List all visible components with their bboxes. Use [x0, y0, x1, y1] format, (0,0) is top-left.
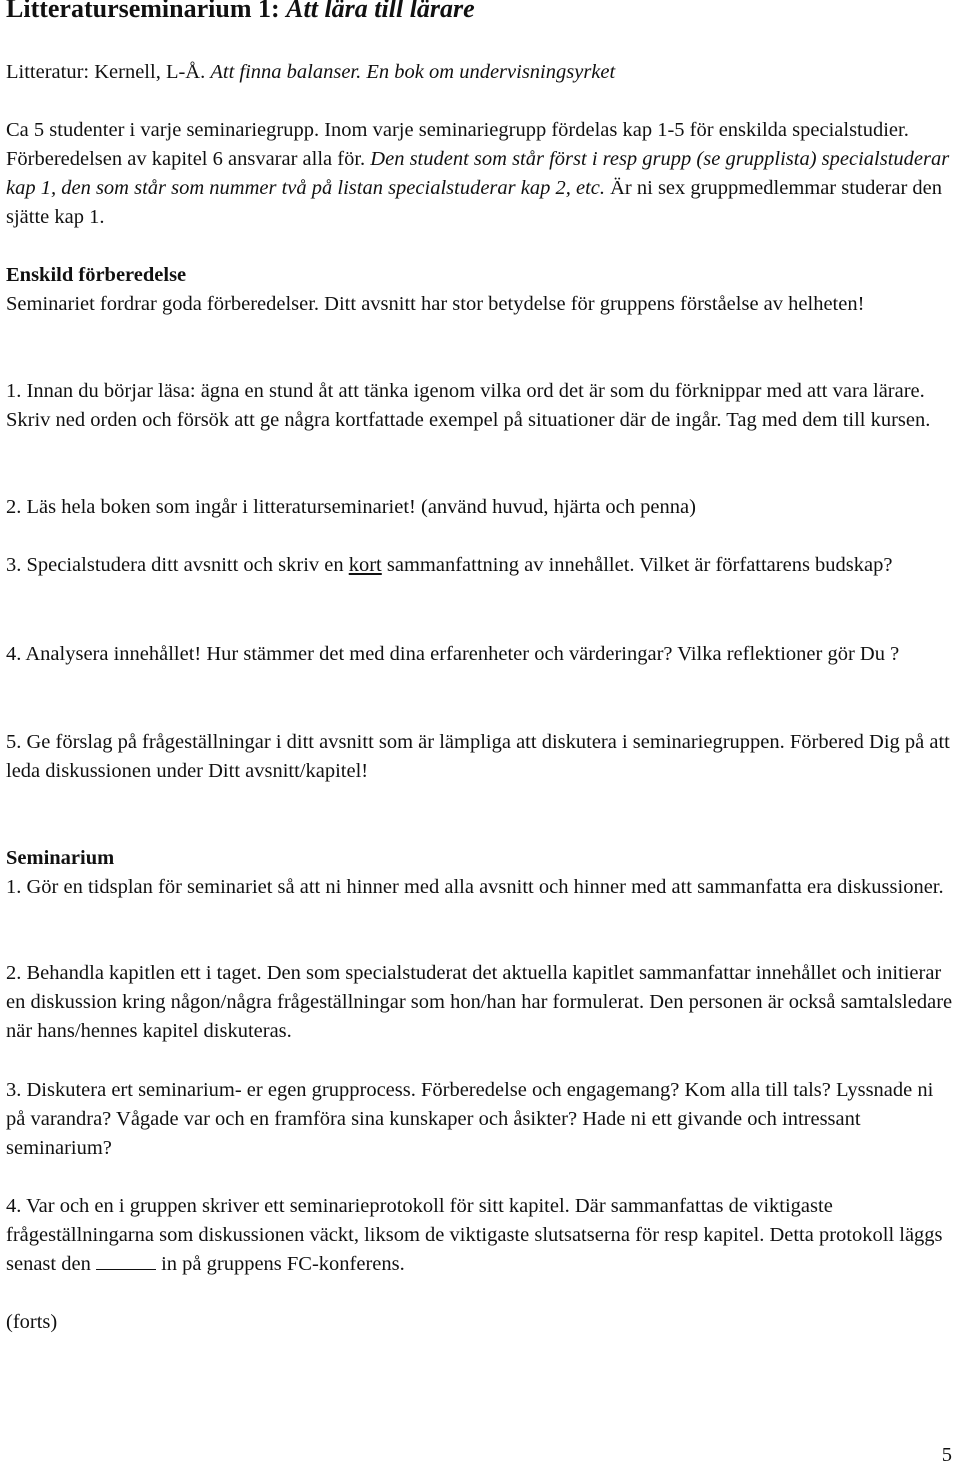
seminar-item-2: 2. Behandla kapitlen ett i taget. Den som specialstuderat det aktuella kapitlet sammanfattar innehållet och initierar en diskussion kring någon/några frågeställningar som hon/han har formulerat. Den personen är också samtalsledare när hans/hennes kapitel diskuteras.	[6, 962, 953, 1042]
prep-text: Seminariet fordrar goda förberedelser. Ditt avsnitt har stor betydelse för gruppens förståelse av helheten!	[6, 293, 865, 315]
literature-prefix: Litteratur: Kernell, L-Å.	[6, 61, 211, 83]
date-blank-line	[96, 1251, 156, 1270]
literature-line	[6, 58, 956, 87]
prep-item-3-a: 3. Specialstudera ditt avsnitt och skriv en	[6, 554, 349, 576]
intro-plain: Ca 5 studenter i varje seminariegrupp. Inom varje seminariegrupp fördelas kap 1-5 för enskilda specialstudier. Förberedelsen av kapitel 6 ansvarar alla för.	[6, 119, 909, 170]
prep-heading: Enskild förberedelse	[6, 264, 187, 286]
intro-tail: Är ni sex gruppmedlemmar studerar den sjätte kap 1.	[6, 177, 943, 228]
seminar-heading: Seminarium	[6, 847, 115, 869]
prep-item-4: 4. Analysera innehållet! Hur stämmer det med dina erfarenheter och värderingar? Vilka reflektioner gör Du ?	[6, 643, 900, 665]
prep-item-3-b: sammanfattning av innehållet. Vilket är författarens budskap?	[381, 554, 893, 576]
seminar-item-1: 1. Gör en tidsplan för seminariet så att ni hinner med alla avsnitt och hinner med att sammanfatta era diskussioner.	[6, 876, 944, 898]
literature-book-title: Att finna balanser. En bok om undervisningsyrket	[210, 61, 616, 83]
seminar-item-4	[6, 1192, 956, 1279]
prep-item-3-underlined: kort	[348, 554, 382, 576]
page-number: 5	[941, 1444, 952, 1466]
continued-note: (forts)	[6, 1311, 58, 1333]
seminar-item-4-b: in på gruppens FC-konferens.	[155, 1253, 405, 1275]
prep-item-5: 5. Ge förslag på frågeställningar i ditt avsnitt som är lämpliga att diskutera i seminariegruppen. Förbered Dig på att leda diskussionen under Ditt avsnitt/kapitel!	[6, 731, 950, 782]
seminar-item-4-a: 4. Var och en i gruppen skriver ett seminarieprotokoll för sitt kapitel. Där sammanfattas de viktigaste frågeställningarna som diskussionen väckt, liksom de viktigaste slutsatserna för resp kapitel. Detta protokoll läggs senast den	[6, 1195, 943, 1275]
intro-italic: Den student som står först i resp grupp (se grupplista) specialstuderar kap 1, den som står som nummer två på listan specialstuderar kap 2, etc.	[6, 148, 950, 199]
intro-paragraph	[6, 116, 956, 232]
seminar-item-3: 3. Diskutera ert seminarium- er egen grupprocess. Förberedelse och engagemang? Kom alla till tals? Lyssnade ni på varandra? Vågade var och en framföra sina kunskaper och åsikter? Hade ni ett givande och intressant seminarium?	[6, 1079, 934, 1159]
page-title	[6, 0, 475, 24]
title-prefix: Litteraturseminarium 1:	[6, 0, 287, 23]
title-italic: Att lära till lärare	[286, 0, 475, 23]
prep-item-1: 1. Innan du börjar läsa: ägna en stund åt att tänka igenom vilka ord det är som du förknippar med att vara lärare. Skriv ned orden och försök att ge några kortfattade exempel på situationer där de ingår. Tag med dem till kursen.	[6, 380, 931, 431]
prep-item-2: 2. Läs hela boken som ingår i litteraturseminariet! (använd huvud, hjärta och penna)	[6, 496, 696, 518]
prep-item-3	[6, 551, 956, 580]
